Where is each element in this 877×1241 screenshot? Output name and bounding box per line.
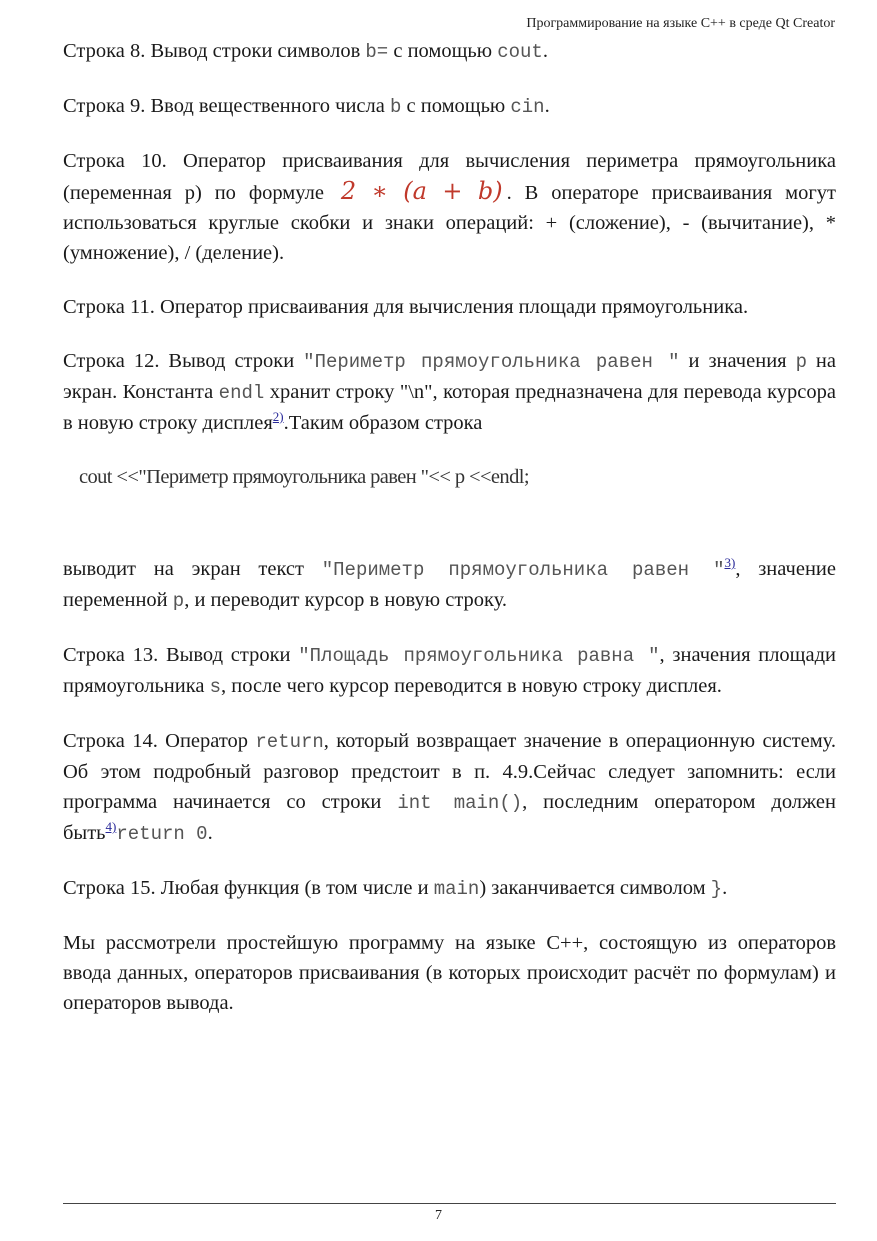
footer-divider: [63, 1203, 836, 1204]
paragraph-line-8: [63, 36, 836, 67]
text: , и переводит курсор в новую строку.: [184, 589, 508, 611]
text: Строка 8. Вывод строки символов: [63, 40, 366, 62]
inline-code: s: [209, 676, 222, 698]
inline-code: endl: [218, 382, 265, 404]
paragraph-line-10: [63, 146, 836, 268]
inline-code: return: [255, 731, 324, 753]
text: Строка 12. Вывод строки: [63, 350, 304, 372]
text: Строка 13. Вывод строки: [63, 644, 299, 666]
inline-code: "Периметр прямоугольника равен ": [321, 559, 725, 581]
text: .: [722, 877, 728, 899]
text: на экран. Константа: [63, 350, 837, 403]
paragraph-line-13: [63, 640, 836, 702]
text: с помощью: [401, 95, 511, 117]
paragraph-line-12: [63, 346, 836, 438]
inline-code: cin: [510, 96, 545, 118]
text: Строка 11. Оператор присваивания для вычисления площади прямоугольника.: [63, 296, 749, 318]
text: Строка 14. Оператор: [63, 730, 256, 752]
inline-code: cout: [497, 41, 543, 63]
inline-code: "Периметр прямоугольника равен ": [303, 351, 680, 373]
paragraph-line-15: [63, 873, 836, 904]
text: выводит на экран текст: [63, 558, 322, 580]
inline-code: return 0: [116, 823, 208, 845]
inline-code: b: [389, 96, 402, 118]
text: .: [542, 40, 548, 62]
summary-paragraph: Мы рассмотрели простейшую программу на языке С++, состоящую из операторов ввода данных, операторов присваивания (в которых происходит расчёт по формулам) и операторов вывода.: [63, 932, 836, 1014]
text: .: [207, 822, 213, 844]
page-number: 7: [435, 1208, 442, 1223]
paragraph-line-9: [63, 91, 836, 122]
text: с помощью: [388, 40, 498, 62]
inline-code: p: [795, 351, 807, 373]
text: . В операторе присваивания могут использоваться круглые скобки и знаки операций: + (сложение), - (вычитание), * (умножение), / (деление).: [63, 182, 836, 264]
footnote-link[interactable]: 3): [724, 555, 736, 571]
text: хранит строку "\n", которая предназначена для перевода курсора в новую строку дисплея: [63, 381, 836, 434]
inline-code: b=: [365, 41, 389, 63]
text: .: [544, 95, 550, 117]
text: , значения площади прямоугольника: [63, 644, 836, 697]
paragraph-line-11: [63, 292, 836, 322]
footnote-link[interactable]: 2): [272, 409, 284, 425]
text: Строка 15. Любая функция (в том числе и: [63, 877, 434, 899]
text: Строка 9. Ввод вещественного числа: [63, 95, 390, 117]
text: ) заканчивается символом: [479, 877, 711, 899]
inline-code: "Площадь прямоугольника равна ": [298, 645, 660, 667]
text: .Таким образом строка: [283, 412, 483, 434]
code-example-line: cout <<"Периметр прямоугольника равен "<< p <<endl;: [79, 466, 529, 488]
text: , после чего курсор переводится в новую строку дисплея.: [221, 675, 722, 697]
document-body: [63, 36, 836, 1042]
perimeter-formula: 2 ∗ (a + b): [340, 177, 503, 205]
text: , значение переменной: [63, 558, 837, 611]
text: , последним оператором должен быть: [63, 791, 836, 844]
footnote-link[interactable]: 4): [105, 819, 117, 835]
inline-code: p: [172, 590, 185, 612]
paragraph-line-12-continued: [63, 554, 836, 616]
inline-code: main: [433, 878, 480, 900]
text: и значения: [679, 350, 796, 372]
inline-code: }: [710, 878, 723, 900]
paragraph-line-14: [63, 726, 836, 849]
text: , который возвращает значение в операционную систему. Об этом подробный разговор предстоит в п. 4.9.Сейчас следует запомнить: если программа начинается со строки: [63, 730, 836, 813]
text: Строка 10. Оператор присваивания для вычисления периметра прямоугольника (переменная p) по формуле: [63, 150, 836, 204]
inline-code: int main(): [397, 792, 523, 814]
running-header: Программирование на языке C++ в среде Qt Creator: [526, 16, 835, 31]
